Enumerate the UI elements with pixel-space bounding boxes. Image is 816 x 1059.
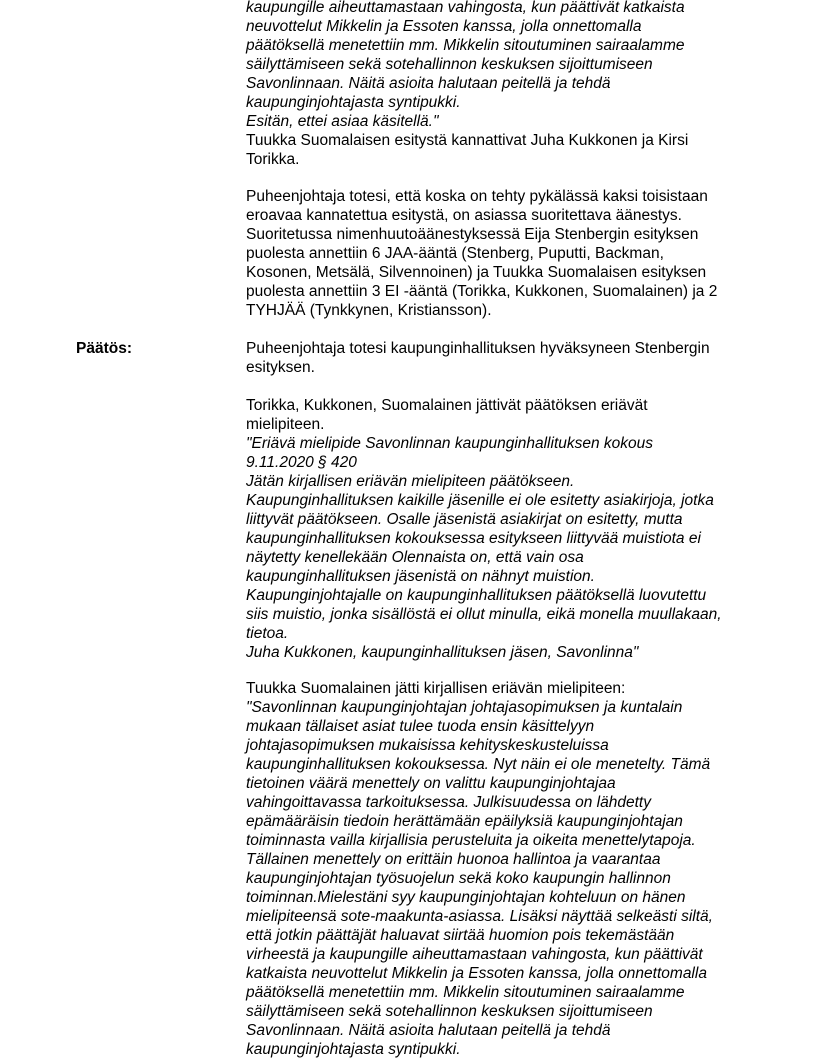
- text-line: tietoa.: [246, 625, 289, 642]
- text-line: Puheenjohtaja totesi kaupunginhallituksen hyväksyneen Stenbergin: [246, 340, 710, 357]
- text-line: esityksen.: [246, 359, 315, 376]
- text-line: näytetty kenellekään Olennaista on, että vain osa: [246, 549, 584, 566]
- section-label-decision: Päätös:: [76, 340, 132, 357]
- text-line: kaupunginjohtajan työsuojelun sekä koko kaupungin hallinnon: [246, 870, 671, 887]
- text-line: mielipiteen.: [246, 416, 325, 433]
- text-line: 9.11.2020 § 420: [246, 454, 357, 471]
- text-line: Suoritetussa nimenhuutoäänestyksessä Eija Stenbergin esityksen: [246, 226, 699, 243]
- text-line: puolesta annettiin 3 EI -ääntä (Torikka, Kukkonen, Suomalainen) ja 2: [246, 283, 718, 300]
- text-line: kaupunginhallituksen kokouksessa esitykseen liittyvää muistiota ei: [246, 530, 701, 547]
- text-line: "Savonlinnan kaupunginjohtajan johtajasopimuksen ja kuntalain: [246, 699, 683, 716]
- text-line: Kosonen, Metsälä, Silvennoinen) ja Tuukka Suomalaisen esityksen: [246, 264, 707, 281]
- text-line: toiminnasta vailla kirjallisia perusteluita ja oikeita menettelytapoja.: [246, 832, 696, 849]
- text-line: Jätän kirjallisen eriävän mielipiteen päätökseen.: [246, 473, 575, 490]
- text-line: TYHJÄÄ (Tynkkynen, Kristiansson).: [246, 302, 492, 319]
- text-line: päätöksellä menetettiin mm. Mikkelin sitoutuminen sairaalamme: [246, 37, 685, 54]
- text-line: Tuukka Suomalainen jätti kirjallisen eriävän mielipiteen:: [246, 680, 626, 697]
- text-line: Savonlinnaan. Näitä asioita halutaan peitellä ja tehdä: [246, 1022, 611, 1039]
- text-line: kaupunginjohtajasta syntipukki.: [246, 94, 461, 111]
- text-line: virheestä ja kaupungille aiheuttamastaan vahingosta, kun päättivät: [246, 946, 703, 963]
- text-line: eroavaa kannatettua esitystä, on asiassa suoritettava äänestys.: [246, 207, 682, 224]
- text-line: säilyttämiseen sekä sotehallinnon keskuksen sijoittumiseen: [246, 1003, 653, 1020]
- text-line: Juha Kukkonen, kaupunginhallituksen jäsen, Savonlinna": [246, 644, 639, 661]
- text-line: Torikka, Kukkonen, Suomalainen jättivät päätöksen eriävät: [246, 397, 648, 414]
- text-line: Kaupunginhallituksen kaikille jäsenille ei ole esitetty asiakirjoja, jotka: [246, 492, 714, 509]
- text-line: johtajasopimuksen mukaisissa kehityskeskusteluissa: [246, 737, 609, 754]
- text-line: epämääräisin tiedoin herättämään epäilyksiä kaupunginjohtajan: [246, 813, 683, 830]
- text-line: puolesta annettiin 6 JAA-ääntä (Stenberg, Puputti, Backman,: [246, 245, 664, 262]
- text-line: "Eriävä mielipide Savonlinnan kaupunginhallituksen kokous: [246, 435, 654, 452]
- text-line: säilyttämiseen sekä sotehallinnon keskuksen sijoittumiseen: [246, 56, 653, 73]
- text-line: neuvottelut Mikkelin ja Essoten kanssa, jolla onnettomalla: [246, 18, 642, 35]
- text-line: kaupunginhallituksen jäsenistä on nähnyt muistion.: [246, 568, 595, 585]
- text-line: tietoinen väärä menettely on valittu kaupunginjohtajaa: [246, 775, 616, 792]
- text-line: Tällainen menettely on erittäin huonoa hallintoa ja vaarantaa: [246, 851, 661, 868]
- block-decision: [246, 339, 766, 377]
- text-line: toiminnan.Mielestäni syy kaupunginjohtajan kohteluun on hänen: [246, 889, 686, 906]
- text-line: kaupungille aiheuttamastaan vahingosta, kun päättivät katkaista: [246, 0, 685, 16]
- block-dissent-kukkonen: [246, 434, 766, 662]
- text-line: mukaan tällaiset asiat tulee tuoda ensin käsittelyyn: [246, 718, 595, 735]
- text-line: Torikka.: [246, 151, 300, 168]
- block-continued-statement: [246, 0, 766, 169]
- text-line: siis muistio, jonka sisällöstä ei ollut minulla, eikä monella muullakaan,: [246, 606, 722, 623]
- text-line: Kaupunginjohtajalle on kaupunginhallituksen päätöksellä luovutettu: [246, 587, 707, 604]
- text-line: Puheenjohtaja totesi, että koska on tehty pykälässä kaksi toisistaan: [246, 188, 708, 205]
- block-voting: [246, 187, 766, 320]
- block-dissent-intro: [246, 396, 766, 434]
- text-line: vahingoittavassa tarkoituksessa. Julkisuudessa on lähdetty: [246, 794, 651, 811]
- text-line: liittyvät päätökseen. Osalle jäsenistä asiakirjat on esitetty, mutta: [246, 511, 683, 528]
- text-line: päätöksellä menetettiin mm. Mikkelin sitoutuminen sairaalamme: [246, 984, 685, 1001]
- text-line: kaupunginjohtajasta syntipukki.: [246, 1041, 461, 1058]
- text-line: mielipiteensä sote-maakunta-asiassa. Lisäksi näyttää selkeästi siltä,: [246, 908, 713, 925]
- text-line: Savonlinnaan. Näitä asioita halutaan peitellä ja tehdä: [246, 75, 611, 92]
- text-line: Esitän, ettei asiaa käsitellä.": [246, 113, 439, 130]
- text-line: että jotkin päättäjät haluavat siirtää huomion pois tekemästään: [246, 927, 675, 944]
- text-line: Tuukka Suomalaisen esitystä kannattivat Juha Kukkonen ja Kirsi: [246, 132, 689, 149]
- block-dissent-suomalainen: [246, 679, 766, 1059]
- text-line: katkaista neuvottelut Mikkelin ja Essoten kanssa, jolla onnettomalla: [246, 965, 707, 982]
- text-line: kaupunginhallituksen kokouksessa. Nyt näin ei ole menetelty. Tämä: [246, 756, 711, 773]
